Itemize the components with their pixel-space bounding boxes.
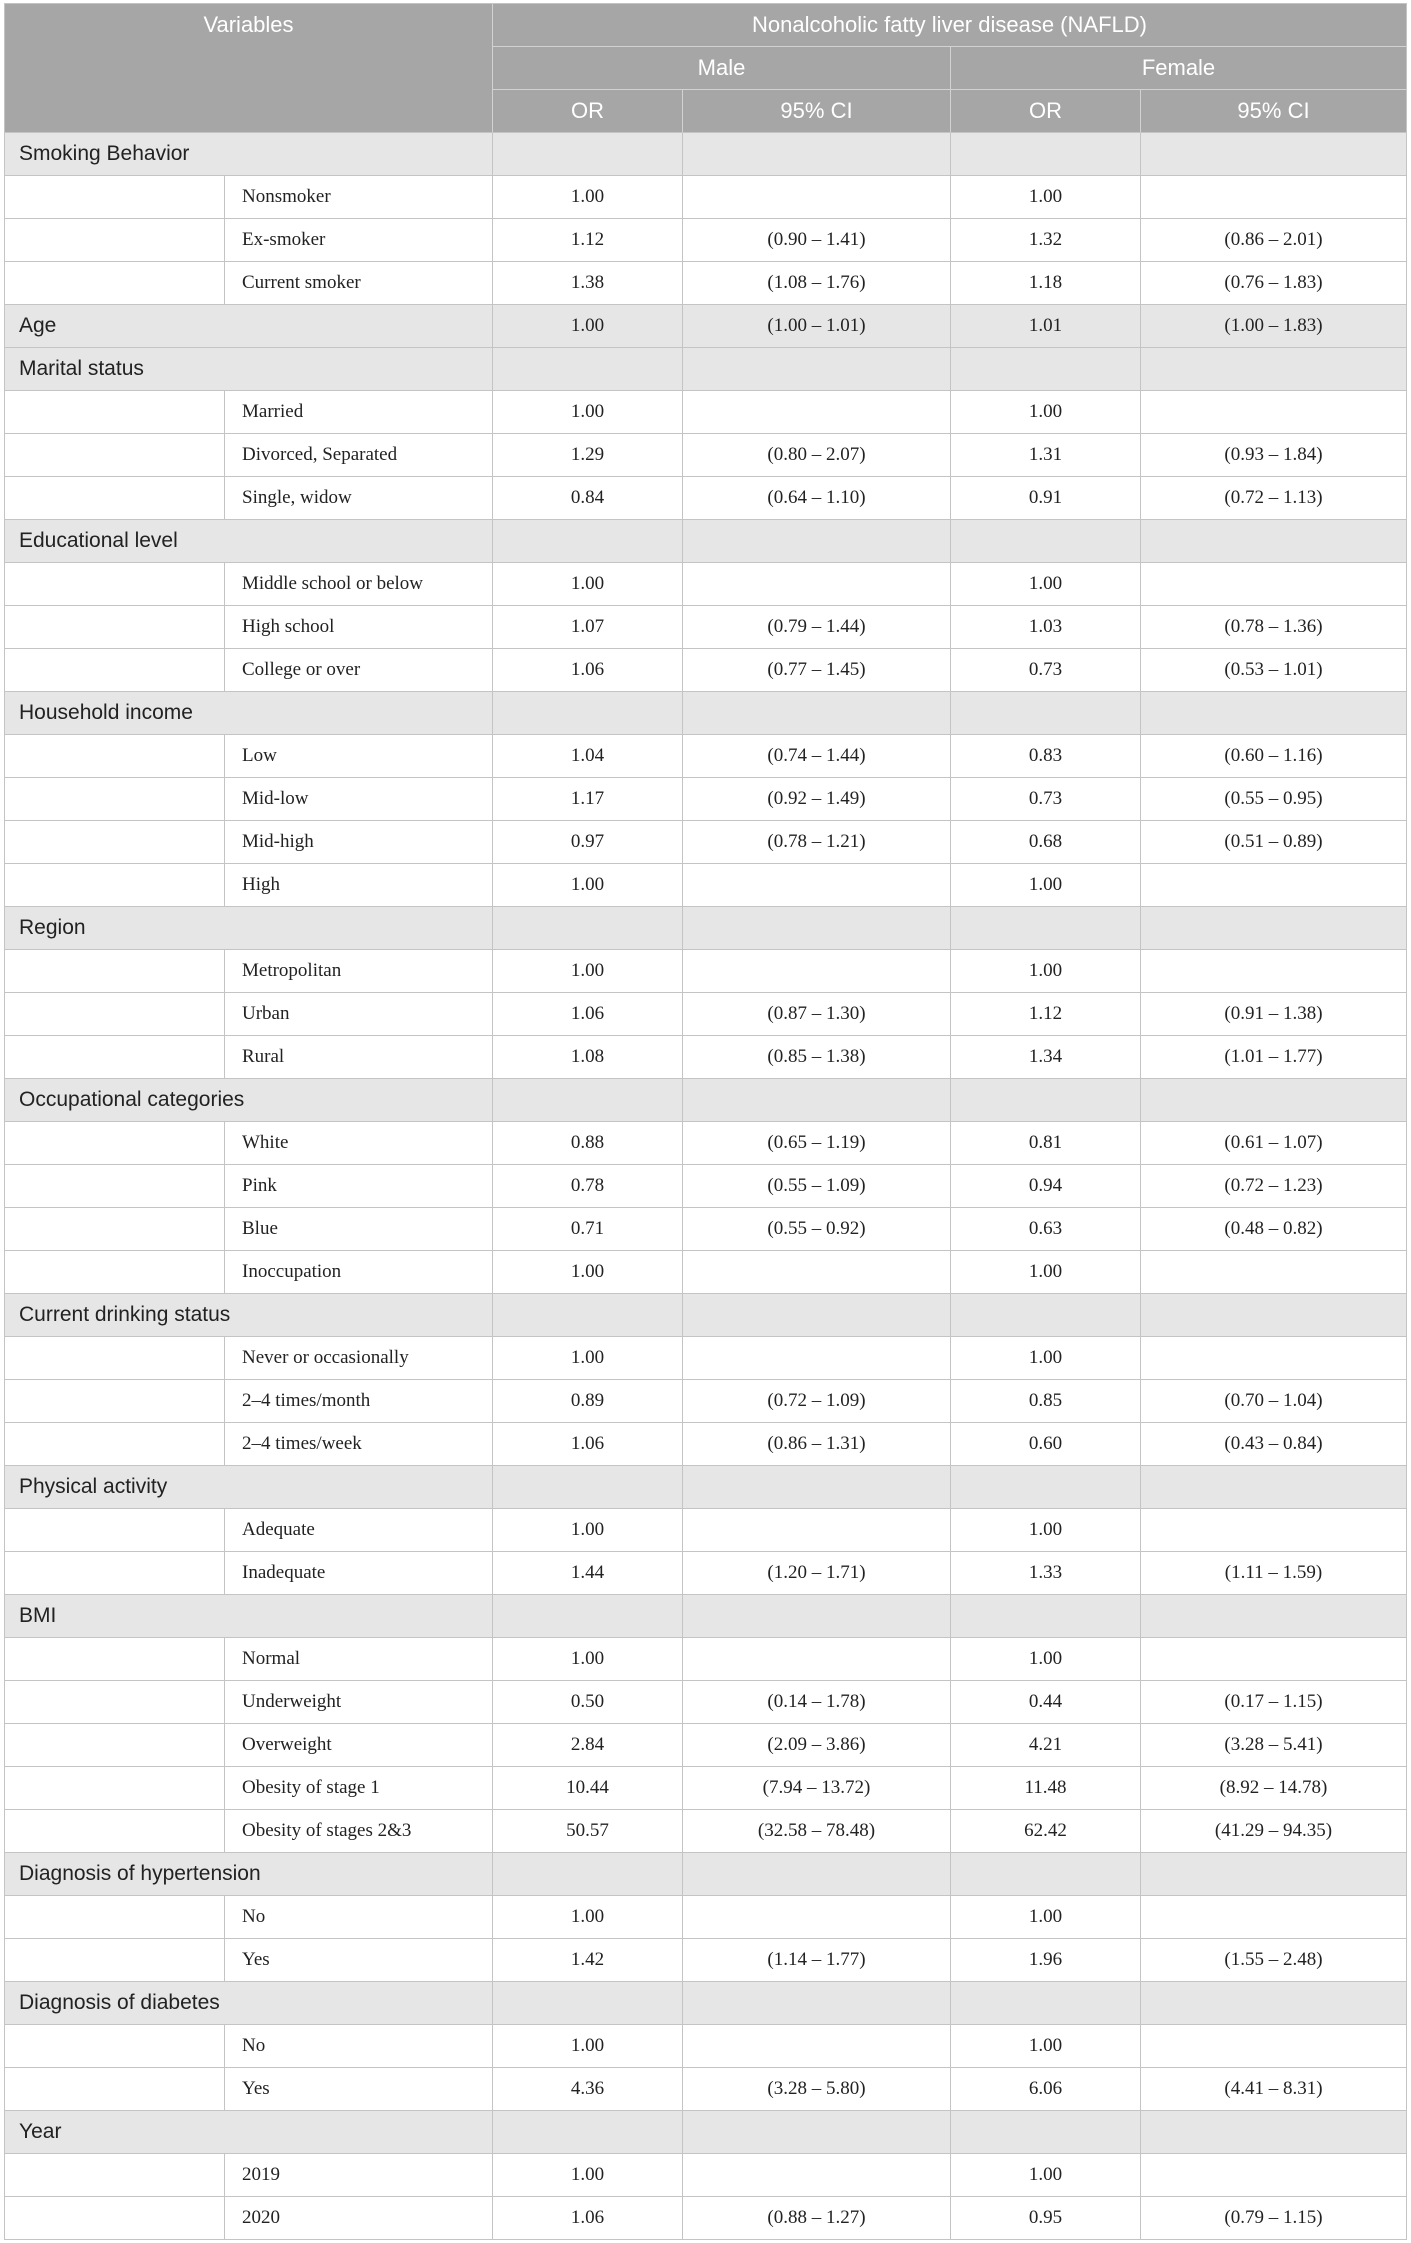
female-or-cell: 1.00 [951,563,1141,606]
male-or-cell: 1.00 [493,1896,683,1939]
indent-cell [5,606,225,649]
female-ci-cell: (1.55 – 2.48) [1141,1939,1407,1982]
male-ci-cell [683,2025,951,2068]
header-female: Female [951,47,1407,90]
male-ci-cell: (0.78 – 1.21) [683,821,951,864]
male-ci-cell [683,1638,951,1681]
item-label: High school [225,606,493,649]
item-label: Divorced, Separated [225,434,493,477]
item-label: Inoccupation [225,1251,493,1294]
male-ci-cell: (1.08 – 1.76) [683,262,951,305]
male-ci-cell: (0.85 – 1.38) [683,1036,951,1079]
male-ci-cell [683,1595,951,1638]
male-ci-cell [683,950,951,993]
item-label: Obesity of stages 2&3 [225,1810,493,1853]
male-ci-cell [683,692,951,735]
male-or-cell: 1.00 [493,2154,683,2197]
male-ci-cell: (0.55 – 1.09) [683,1165,951,1208]
category-label: Household income [5,692,493,735]
male-or-cell [493,2111,683,2154]
female-or-cell: 1.03 [951,606,1141,649]
male-or-cell: 10.44 [493,1767,683,1810]
female-ci-cell [1141,2154,1407,2197]
male-or-cell: 1.06 [493,1423,683,1466]
male-or-cell: 1.06 [493,2197,683,2240]
indent-cell [5,1552,225,1595]
female-ci-cell [1141,391,1407,434]
female-or-cell: 1.31 [951,434,1141,477]
female-ci-cell [1141,133,1407,176]
male-ci-cell: (0.92 – 1.49) [683,778,951,821]
category-label: Current drinking status [5,1294,493,1337]
item-label: Pink [225,1165,493,1208]
male-ci-cell: (1.20 – 1.71) [683,1552,951,1595]
item-label: White [225,1122,493,1165]
male-ci-cell [683,1251,951,1294]
male-or-cell: 1.44 [493,1552,683,1595]
female-ci-cell: (1.00 – 1.83) [1141,305,1407,348]
female-ci-cell [1141,520,1407,563]
male-or-cell [493,1853,683,1896]
female-ci-cell [1141,563,1407,606]
male-ci-cell: (0.80 – 2.07) [683,434,951,477]
item-label: Nonsmoker [225,176,493,219]
item-label: Married [225,391,493,434]
female-or-cell [951,2111,1141,2154]
indent-cell [5,563,225,606]
indent-cell [5,477,225,520]
female-ci-cell: (0.51 – 0.89) [1141,821,1407,864]
item-label: Blue [225,1208,493,1251]
item-label: Mid-low [225,778,493,821]
indent-cell [5,176,225,219]
male-or-cell: 0.71 [493,1208,683,1251]
female-ci-cell: (0.17 – 1.15) [1141,1681,1407,1724]
item-label: Single, widow [225,477,493,520]
indent-cell [5,1509,225,1552]
indent-cell [5,735,225,778]
female-or-cell: 1.32 [951,219,1141,262]
indent-cell [5,1638,225,1681]
item-label: Normal [225,1638,493,1681]
female-or-cell: 1.00 [951,1896,1141,1939]
male-or-cell: 1.06 [493,993,683,1036]
male-or-cell [493,1466,683,1509]
indent-cell [5,1939,225,1982]
indent-cell [5,1380,225,1423]
female-or-cell [951,1466,1141,1509]
female-ci-cell [1141,1337,1407,1380]
male-or-cell [493,692,683,735]
item-label: Yes [225,2068,493,2111]
female-or-cell: 0.95 [951,2197,1141,2240]
female-or-cell [951,1982,1141,2025]
male-ci-cell: (0.77 – 1.45) [683,649,951,692]
female-or-cell [951,1853,1141,1896]
male-or-cell [493,1079,683,1122]
indent-cell [5,1337,225,1380]
female-ci-cell [1141,1853,1407,1896]
female-ci-cell: (1.11 – 1.59) [1141,1552,1407,1595]
female-ci-cell: (3.28 – 5.41) [1141,1724,1407,1767]
female-or-cell: 11.48 [951,1767,1141,1810]
header-female-or: OR [951,90,1141,133]
indent-cell [5,1251,225,1294]
category-label: Age [5,305,493,348]
category-label: BMI [5,1595,493,1638]
indent-cell [5,1036,225,1079]
header-variables: Variables [5,4,493,133]
female-ci-cell: (0.61 – 1.07) [1141,1122,1407,1165]
item-label: Never or occasionally [225,1337,493,1380]
header-male: Male [493,47,951,90]
male-or-cell: 0.50 [493,1681,683,1724]
category-label: Smoking Behavior [5,133,493,176]
male-ci-cell [683,563,951,606]
female-or-cell: 1.01 [951,305,1141,348]
category-label: Educational level [5,520,493,563]
female-ci-cell: (0.55 – 0.95) [1141,778,1407,821]
female-ci-cell [1141,2025,1407,2068]
female-ci-cell [1141,692,1407,735]
indent-cell [5,2197,225,2240]
female-or-cell: 1.00 [951,1251,1141,1294]
female-ci-cell [1141,864,1407,907]
female-ci-cell [1141,907,1407,950]
indent-cell [5,864,225,907]
female-or-cell: 1.34 [951,1036,1141,1079]
category-label: Year [5,2111,493,2154]
indent-cell [5,2154,225,2197]
indent-cell [5,1767,225,1810]
female-ci-cell [1141,1251,1407,1294]
female-or-cell [951,520,1141,563]
item-label: 2–4 times/month [225,1380,493,1423]
item-label: Middle school or below [225,563,493,606]
male-ci-cell [683,1896,951,1939]
female-or-cell: 1.00 [951,864,1141,907]
item-label: No [225,2025,493,2068]
item-label: Rural [225,1036,493,1079]
male-or-cell: 1.00 [493,864,683,907]
male-ci-cell [683,907,951,950]
header-outcome: Nonalcoholic fatty liver disease (NAFLD) [493,4,1407,47]
female-ci-cell [1141,348,1407,391]
category-label: Diagnosis of hypertension [5,1853,493,1896]
female-or-cell: 1.12 [951,993,1141,1036]
male-or-cell: 1.00 [493,1509,683,1552]
female-ci-cell [1141,1982,1407,2025]
female-ci-cell: (0.76 – 1.83) [1141,262,1407,305]
male-ci-cell [683,1853,951,1896]
male-or-cell: 1.42 [493,1939,683,1982]
male-ci-cell [683,391,951,434]
female-or-cell: 1.33 [951,1552,1141,1595]
male-ci-cell [683,2111,951,2154]
male-ci-cell [683,520,951,563]
male-or-cell: 1.00 [493,391,683,434]
male-or-cell: 1.00 [493,950,683,993]
female-ci-cell [1141,1079,1407,1122]
female-ci-cell: (0.91 – 1.38) [1141,993,1407,1036]
female-ci-cell: (0.72 – 1.23) [1141,1165,1407,1208]
indent-cell [5,2025,225,2068]
female-or-cell: 1.00 [951,391,1141,434]
female-or-cell [951,1079,1141,1122]
female-or-cell: 1.00 [951,950,1141,993]
female-ci-cell: (0.72 – 1.13) [1141,477,1407,520]
male-or-cell: 4.36 [493,2068,683,2111]
male-ci-cell [683,864,951,907]
indent-cell [5,1165,225,1208]
male-ci-cell: (0.86 – 1.31) [683,1423,951,1466]
male-or-cell [493,1294,683,1337]
female-ci-cell [1141,1595,1407,1638]
female-or-cell [951,348,1141,391]
male-or-cell: 1.08 [493,1036,683,1079]
indent-cell [5,1810,225,1853]
male-or-cell: 1.00 [493,1337,683,1380]
female-or-cell [951,692,1141,735]
male-or-cell: 1.06 [493,649,683,692]
female-ci-cell [1141,2111,1407,2154]
male-ci-cell: (0.88 – 1.27) [683,2197,951,2240]
male-ci-cell: (0.87 – 1.30) [683,993,951,1036]
male-or-cell: 1.38 [493,262,683,305]
item-label: Obesity of stage 1 [225,1767,493,1810]
female-or-cell: 1.00 [951,1337,1141,1380]
female-or-cell: 0.73 [951,778,1141,821]
male-ci-cell: (0.55 – 0.92) [683,1208,951,1251]
indent-cell [5,1423,225,1466]
indent-cell [5,1122,225,1165]
male-or-cell [493,348,683,391]
item-label: Underweight [225,1681,493,1724]
item-label: College or over [225,649,493,692]
item-label: 2020 [225,2197,493,2240]
indent-cell [5,950,225,993]
male-ci-cell [683,176,951,219]
female-ci-cell [1141,1294,1407,1337]
male-or-cell: 50.57 [493,1810,683,1853]
item-label: Metropolitan [225,950,493,993]
item-label: No [225,1896,493,1939]
female-ci-cell [1141,1896,1407,1939]
female-or-cell: 1.18 [951,262,1141,305]
female-ci-cell: (0.78 – 1.36) [1141,606,1407,649]
female-or-cell: 0.63 [951,1208,1141,1251]
male-ci-cell: (32.58 – 78.48) [683,1810,951,1853]
female-or-cell: 1.00 [951,176,1141,219]
male-or-cell: 0.84 [493,477,683,520]
female-or-cell: 0.60 [951,1423,1141,1466]
male-or-cell: 2.84 [493,1724,683,1767]
female-ci-cell: (4.41 – 8.31) [1141,2068,1407,2111]
male-ci-cell: (0.65 – 1.19) [683,1122,951,1165]
header-male-ci: 95% CI [683,90,951,133]
male-or-cell [493,907,683,950]
male-ci-cell [683,133,951,176]
male-ci-cell: (1.00 – 1.01) [683,305,951,348]
male-ci-cell: (7.94 – 13.72) [683,1767,951,1810]
female-ci-cell [1141,1466,1407,1509]
female-ci-cell: (0.70 – 1.04) [1141,1380,1407,1423]
male-ci-cell: (0.90 – 1.41) [683,219,951,262]
female-ci-cell [1141,1509,1407,1552]
male-or-cell: 1.07 [493,606,683,649]
item-label: 2–4 times/week [225,1423,493,1466]
female-or-cell [951,907,1141,950]
male-ci-cell [683,348,951,391]
male-ci-cell: (3.28 – 5.80) [683,2068,951,2111]
category-label: Diagnosis of diabetes [5,1982,493,2025]
female-or-cell [951,133,1141,176]
male-or-cell: 1.29 [493,434,683,477]
female-or-cell [951,1294,1141,1337]
indent-cell [5,262,225,305]
male-ci-cell [683,2154,951,2197]
male-ci-cell: (1.14 – 1.77) [683,1939,951,1982]
female-ci-cell: (0.60 – 1.16) [1141,735,1407,778]
female-ci-cell: (0.86 – 2.01) [1141,219,1407,262]
male-ci-cell: (0.79 – 1.44) [683,606,951,649]
header-male-or: OR [493,90,683,133]
female-or-cell: 1.00 [951,2025,1141,2068]
female-ci-cell: (0.53 – 1.01) [1141,649,1407,692]
female-or-cell: 1.00 [951,1638,1141,1681]
male-ci-cell: (0.14 – 1.78) [683,1681,951,1724]
header-female-ci: 95% CI [1141,90,1407,133]
item-label: Mid-high [225,821,493,864]
male-ci-cell [683,1079,951,1122]
male-or-cell: 1.00 [493,176,683,219]
male-or-cell [493,133,683,176]
category-label: Marital status [5,348,493,391]
male-or-cell: 0.88 [493,1122,683,1165]
female-or-cell: 1.00 [951,1509,1141,1552]
female-ci-cell [1141,950,1407,993]
male-ci-cell [683,1982,951,2025]
male-or-cell [493,1982,683,2025]
male-ci-cell [683,1509,951,1552]
female-or-cell: 0.83 [951,735,1141,778]
female-or-cell: 62.42 [951,1810,1141,1853]
male-or-cell: 1.04 [493,735,683,778]
item-label: Low [225,735,493,778]
female-ci-cell: (41.29 – 94.35) [1141,1810,1407,1853]
indent-cell [5,649,225,692]
female-or-cell: 0.44 [951,1681,1141,1724]
nafld-odds-ratio-table [4,3,1407,2240]
item-label: Urban [225,993,493,1036]
female-or-cell: 6.06 [951,2068,1141,2111]
female-ci-cell: (1.01 – 1.77) [1141,1036,1407,1079]
category-label: Occupational categories [5,1079,493,1122]
indent-cell [5,391,225,434]
male-or-cell: 0.89 [493,1380,683,1423]
female-or-cell: 0.81 [951,1122,1141,1165]
male-or-cell: 1.00 [493,1251,683,1294]
female-ci-cell: (8.92 – 14.78) [1141,1767,1407,1810]
female-or-cell: 1.96 [951,1939,1141,1982]
female-ci-cell [1141,176,1407,219]
female-ci-cell: (0.48 – 0.82) [1141,1208,1407,1251]
male-or-cell: 0.97 [493,821,683,864]
item-label: Overweight [225,1724,493,1767]
indent-cell [5,434,225,477]
male-or-cell: 1.00 [493,563,683,606]
indent-cell [5,778,225,821]
indent-cell [5,1896,225,1939]
male-or-cell: 0.78 [493,1165,683,1208]
indent-cell [5,1724,225,1767]
item-label: High [225,864,493,907]
female-ci-cell: (0.93 – 1.84) [1141,434,1407,477]
indent-cell [5,1208,225,1251]
female-or-cell: 0.73 [951,649,1141,692]
male-ci-cell [683,1337,951,1380]
female-or-cell [951,1595,1141,1638]
category-label: Region [5,907,493,950]
male-ci-cell [683,1466,951,1509]
male-or-cell: 1.00 [493,1638,683,1681]
female-ci-cell [1141,1638,1407,1681]
item-label: Ex-smoker [225,219,493,262]
indent-cell [5,993,225,1036]
male-or-cell: 1.17 [493,778,683,821]
item-label: Adequate [225,1509,493,1552]
indent-cell [5,821,225,864]
item-label: Yes [225,1939,493,1982]
female-or-cell: 4.21 [951,1724,1141,1767]
indent-cell [5,1681,225,1724]
male-ci-cell: (0.72 – 1.09) [683,1380,951,1423]
male-or-cell [493,1595,683,1638]
female-or-cell: 0.68 [951,821,1141,864]
female-or-cell: 0.91 [951,477,1141,520]
category-label: Physical activity [5,1466,493,1509]
female-or-cell: 0.94 [951,1165,1141,1208]
item-label: Inadequate [225,1552,493,1595]
female-ci-cell: (0.43 – 0.84) [1141,1423,1407,1466]
indent-cell [5,2068,225,2111]
male-or-cell: 1.12 [493,219,683,262]
item-label: 2019 [225,2154,493,2197]
male-or-cell: 1.00 [493,305,683,348]
male-ci-cell: (0.74 – 1.44) [683,735,951,778]
male-ci-cell [683,1294,951,1337]
female-or-cell: 0.85 [951,1380,1141,1423]
male-or-cell [493,520,683,563]
indent-cell [5,219,225,262]
male-or-cell: 1.00 [493,2025,683,2068]
male-ci-cell: (2.09 – 3.86) [683,1724,951,1767]
male-ci-cell: (0.64 – 1.10) [683,477,951,520]
female-ci-cell: (0.79 – 1.15) [1141,2197,1407,2240]
item-label: Current smoker [225,262,493,305]
female-or-cell: 1.00 [951,2154,1141,2197]
